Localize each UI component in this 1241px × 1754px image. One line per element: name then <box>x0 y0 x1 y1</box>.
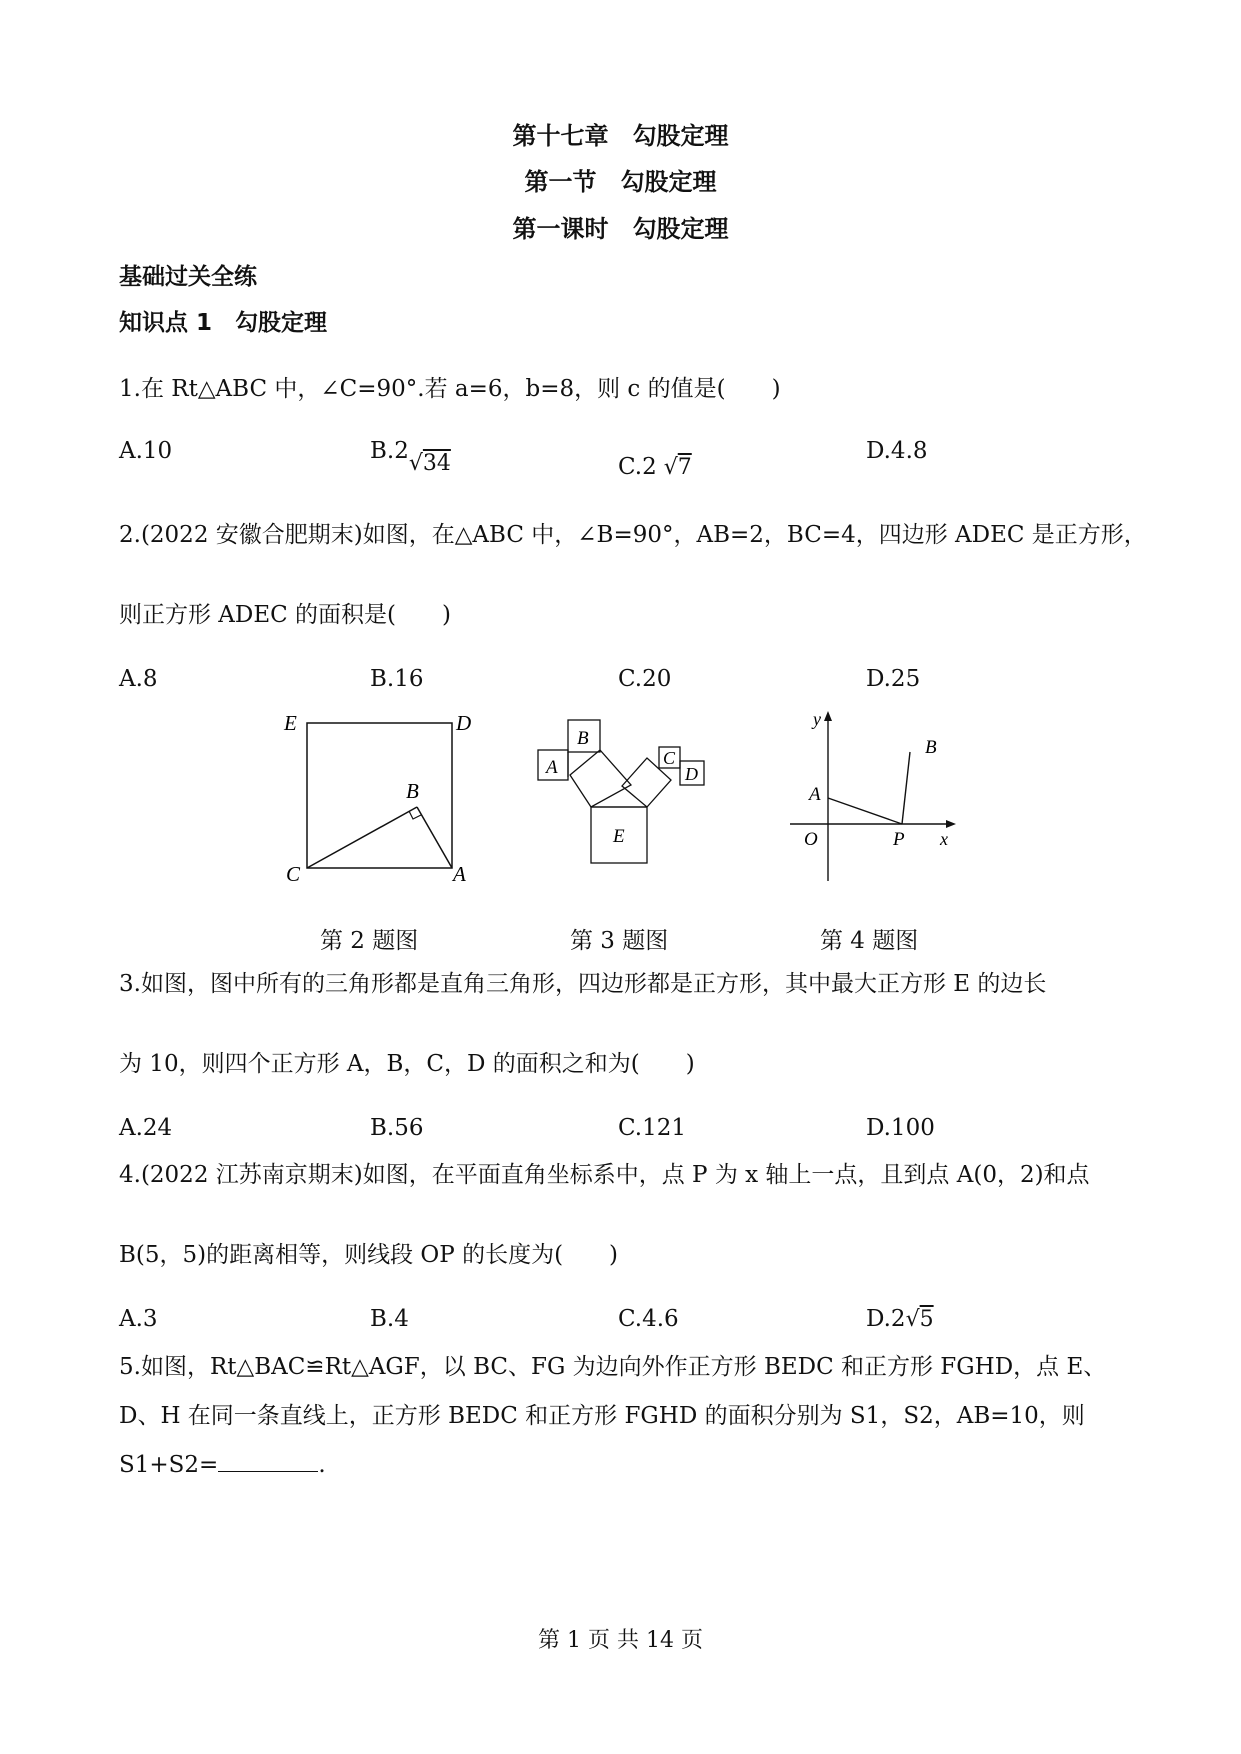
fig2-label-a: A <box>453 862 466 885</box>
x-axis-arrow <box>946 820 956 828</box>
square-adec <box>307 723 452 868</box>
q1-option-b-prefix: B.2 <box>370 438 409 464</box>
q1-option-d: D.4.8 <box>866 438 928 464</box>
q2-option-b: B.16 <box>370 666 424 692</box>
q2-option-d: D.25 <box>866 666 921 692</box>
q1-option-c-radical: √7 <box>656 455 692 480</box>
knowledge-point-title: 知识点 1 勾股定理 <box>119 310 328 336</box>
q5-line1: 5.如图，Rt△BAC≌Rt△AGF，以 BC、FG 为边向外作正方形 BEDC 和正方形 FGHD，点 E、 <box>119 1354 1107 1380</box>
q5-line3 <box>119 1450 326 1480</box>
lesson-title: 第一课时 勾股定理 <box>512 215 729 243</box>
section-title: 第一节 勾股定理 <box>524 168 717 196</box>
fig4-label-b: B <box>925 737 937 758</box>
q4-option-c: C.4.6 <box>618 1306 679 1332</box>
q4-option-d <box>866 1304 934 1335</box>
segment-cb <box>307 807 417 868</box>
segment-pb <box>902 752 910 824</box>
fig4-label-o: O <box>804 829 818 850</box>
fig4-label-x: x <box>940 829 948 849</box>
q2-option-c: C.20 <box>618 666 672 692</box>
square-left-mid <box>570 750 631 807</box>
fig3-label-d: D <box>685 764 698 784</box>
q4-option-b: B.4 <box>370 1306 409 1332</box>
chapter-title: 第十七章 勾股定理 <box>512 122 729 150</box>
segment-ba <box>417 807 452 868</box>
q5-expression: S1+S2= <box>119 1452 219 1478</box>
fig3-caption: 第 3 题图 <box>570 928 669 954</box>
q1-option-c <box>618 452 692 483</box>
q1-option-c-radicand: 7 <box>677 455 692 480</box>
q1-option-c-prefix: C.2 <box>618 454 657 480</box>
q4-option-d-radicand: 5 <box>919 1307 934 1332</box>
fig2-caption: 第 2 题图 <box>320 928 419 954</box>
fig4-label-a: A <box>809 784 821 805</box>
q5-period: . <box>318 1452 326 1478</box>
fig2-label-c: C <box>286 862 301 885</box>
q4-option-d-prefix: D.2 <box>866 1306 906 1332</box>
q3-option-d: D.100 <box>866 1115 935 1141</box>
segment-ap <box>828 798 902 824</box>
q1-text: 1.在 Rt△ABC 中，∠C=90°.若 a=6，b=8，则 c 的值是( ) <box>119 376 781 402</box>
y-axis-arrow <box>824 711 832 721</box>
fig3-label-c: C <box>663 748 676 768</box>
figure-3 <box>528 705 718 885</box>
q1-option-b-radicand: 34 <box>422 451 451 476</box>
q3-option-a: A.24 <box>119 1115 173 1141</box>
q4-option-a: A.3 <box>119 1306 158 1332</box>
q4-line1: 4.(2022 江苏南京期末)如图，在平面直角坐标系中，点 P 为 x 轴上一点，且到点 A(0，2)和点 <box>119 1162 1090 1188</box>
fig2-label-e: E <box>284 711 297 735</box>
figure-2 <box>270 705 480 885</box>
q2-option-a: A.8 <box>119 666 158 692</box>
q5-answer-blank[interactable] <box>218 1451 318 1472</box>
q3-line2: 为 10，则四个正方形 A，B，C，D 的面积之和为( ) <box>119 1051 695 1077</box>
q3-line1: 3.如图，图中所有的三角形都是直角三角形，四边形都是正方形，其中最大正方形 E 的边长 <box>119 971 1047 997</box>
figure-4 <box>780 705 970 885</box>
q2-line2: 则正方形 ADEC 的面积是( ) <box>119 602 452 628</box>
fig2-label-b: B <box>406 779 419 803</box>
fig4-caption: 第 4 题图 <box>820 928 919 954</box>
page-footer: 第 1 页 共 14 页 <box>538 1628 703 1653</box>
fig2-label-d: D <box>456 711 472 735</box>
q1-option-b <box>370 436 451 476</box>
q1-option-a: A.10 <box>119 438 173 464</box>
q2-line1: 2.(2022 安徽合肥期末)如图，在△ABC 中，∠B=90°，AB=2，BC=4，四边形 ADEC 是正方形， <box>119 522 1147 548</box>
q3-option-c: C.121 <box>618 1115 686 1141</box>
q5-line2: D、H 在同一条直线上，正方形 BEDC 和正方形 FGHD 的面积分别为 S1，S2，AB=10，则 <box>119 1403 1085 1429</box>
q4-line2: B(5，5)的距离相等，则线段 OP 的长度为( ) <box>119 1242 619 1268</box>
q4-option-d-radical: √5 <box>905 1307 934 1332</box>
q3-option-b: B.56 <box>370 1115 424 1141</box>
fig3-label-a: A <box>546 757 558 778</box>
fig4-label-p: P <box>893 829 905 850</box>
fig4-label-y: y <box>813 709 821 729</box>
fig3-label-e: E <box>613 826 625 847</box>
fig3-label-b: B <box>577 728 589 749</box>
part-title: 基础过关全练 <box>119 264 257 290</box>
q1-option-b-radical: √34 <box>408 451 451 476</box>
